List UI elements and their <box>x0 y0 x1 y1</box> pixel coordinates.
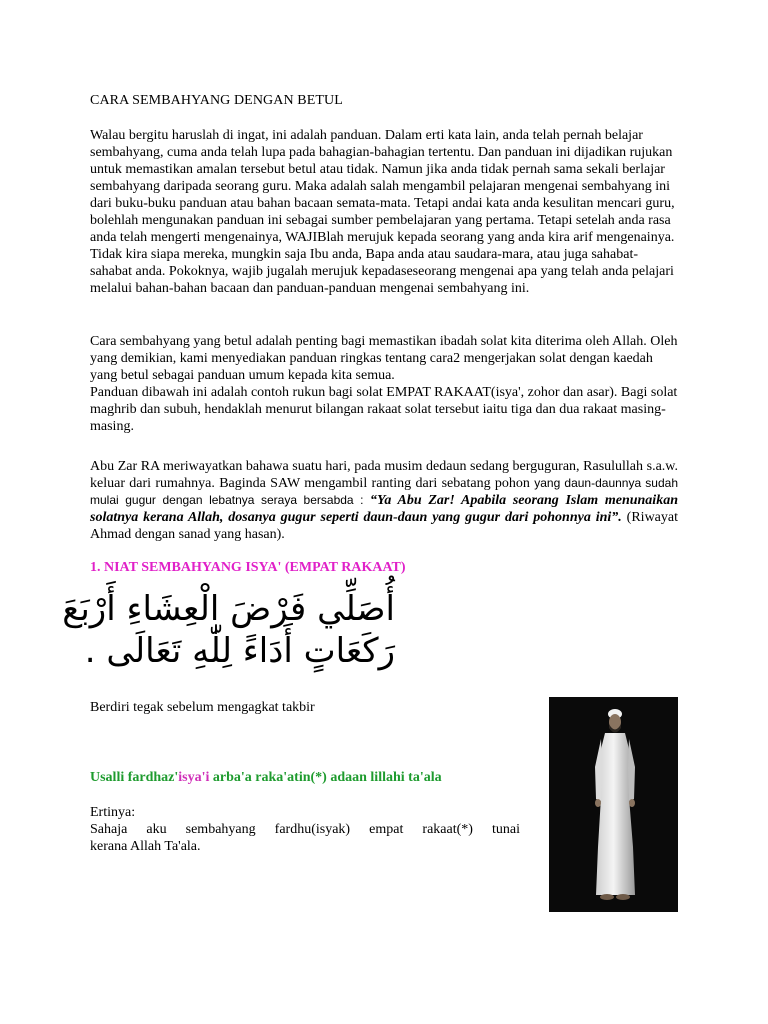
arabic-niat-calligraphy <box>62 588 395 678</box>
hadith-sabda: yang daun-daunnya sudah mulai gugur dengan lebatnya seraya bersabda : <box>90 476 678 507</box>
meaning-word: Sahaja <box>90 822 128 837</box>
purpose-text: Cara sembahyang yang betul adalah penting bagi memastikan ibadah solat kita diterima oleh Allah. Oleh yang demikian, kami menyediakan panduan ringkas tentang cara2 mengerjakan solat dengan kaedah yang betul sebagai panduan umum kepada kita semua. <box>90 334 678 383</box>
meaning-word: tunai <box>491 822 520 837</box>
niat-transliteration <box>90 770 442 786</box>
hadith-paragraph <box>90 458 678 543</box>
hadith-intro: Abu Zar RA meriwayatkan bahawa suatu hari, pada musim dedaun sedang berguguran, Rasulullah s.a.w. keluar dari rumahnya. Baginda SAW mengambil ranting dari sebatang pohon <box>90 459 678 491</box>
standing-man-photo <box>549 697 678 912</box>
hadith-quote: “Ya Abu Zar! Apabila seorang Islam menunaikan solatnya kerana Allah, dosanya gugur seperti daun-daun yang gugur dari pohonnya ini”. <box>90 493 678 525</box>
berdiri-instruction: Berdiri tegak sebelum mengagkat takbir <box>90 700 315 715</box>
meaning-word: sembahyang <box>185 822 256 837</box>
rakaat-note: Panduan dibawah ini adalah contoh rukun bagi solat EMPAT RAKAAT(isya', zohor dan asar). Bagi solat maghrib dan subuh, hendaklah menurut bilangan rakaat solat tersebut iaitu tiga dan dua rakaat masing-masing. <box>90 385 678 434</box>
meaning-label: Ertinya: <box>90 805 136 820</box>
meaning-word: aku <box>146 822 167 837</box>
purpose-paragraph <box>90 333 678 435</box>
meaning-word: empat <box>369 822 404 837</box>
arabic-line-2: رَكَعَاتٍ أَدَاءً لِلّٰهِ تَعَالَى . <box>84 631 395 671</box>
document-title: CARA SEMBAHYANG DENGAN BETUL <box>90 93 343 108</box>
translit-isyai: isya'i <box>178 770 210 785</box>
hadith-source: (Riwayat Ahmad dengan sanad yang hasan). <box>90 510 678 542</box>
meaning-line-1 <box>90 821 520 838</box>
translit-part-b: arba'a raka'atin(*) adaan lillahi ta'ala <box>209 770 442 785</box>
intro-paragraph: Walau bergitu haruslah di ingat, ini adalah panduan. Dalam erti kata lain, anda telah pernah belajar sembahyang, cuma anda telah lupa pada bahagian-bahagian tertentu. Dan panduan ini dijadikan rujukan untuk memastikan amalan tersebut betul atau tidak. Namun jika anda tidak pernah sama sekali berlajar sembahyang daripada seorang guru. Maka adalah salah mengambil pelajaran mengenai sembahyang ini dari buku-buku panduan atau bahan bacaan semata-mata. Tetapi andai kata anda kesulitan mencari guru, bolehlah mengunakan panduan ini sebagai sumber pembelajaran yang pertama. Tetapi setelah anda rasa anda telah mengerti mengenainya, WAJIBlah merujuk kepada seorang yang anda kira arif mengenainya. Tidak kira siapa mereka, mungkin saja Ibu anda, Bapa anda atau saudara-mara, atau juga sahabat-sahabat anda. Pokoknya, wajib jugalah merujuk kepadaseseorang mengenai apa yang telah anda pelajari melalui bahan-bahan bacaan dan panduan-panduan mengenai sembahyang ini. <box>90 128 675 296</box>
meaning-line-2: kerana Allah Ta'ala. <box>90 839 201 854</box>
niat-heading: 1. NIAT SEMBAHYANG ISYA' (EMPAT RAKAAT) <box>90 560 406 575</box>
standing-figure-image <box>549 697 678 912</box>
translit-part-a: Usalli fardhaz' <box>90 770 179 785</box>
meaning-word: fardhu(isyak) <box>274 822 351 837</box>
meaning-block <box>90 804 520 855</box>
meaning-word: rakaat(*) <box>422 822 473 837</box>
arabic-line-1: أُصَلِّي فَرْضَ الْعِشَاءِ أَرْبَعَ <box>62 589 395 629</box>
